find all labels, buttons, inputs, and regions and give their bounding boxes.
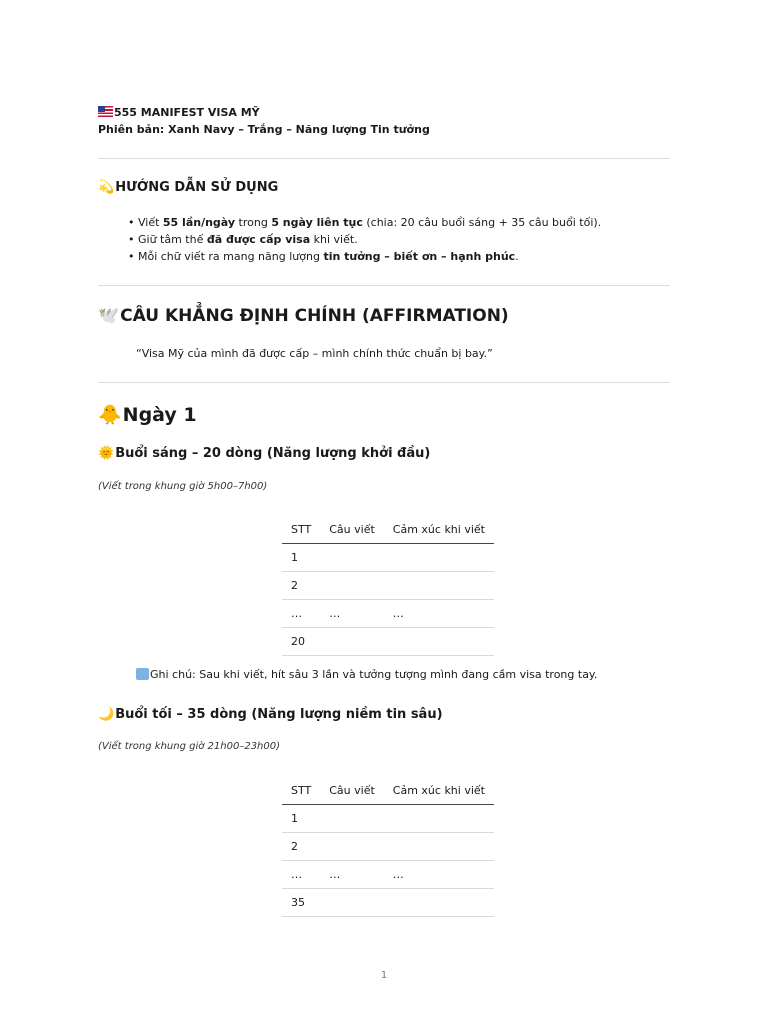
column-header: STT	[282, 515, 320, 544]
table-row	[282, 833, 494, 861]
bullet-text: • Giữ tâm thế	[128, 233, 207, 246]
bullet-text: • Viết	[128, 216, 163, 229]
bullet-text: khi viết.	[310, 233, 358, 246]
table-cell: 1	[282, 805, 320, 833]
column-header: STT	[282, 776, 320, 805]
table-row	[282, 600, 494, 628]
table-cell	[320, 628, 384, 656]
table-cell	[384, 889, 494, 917]
evening-heading-text: Buổi tối – 35 dòng (Năng lượng niềm tin sâu)	[115, 707, 443, 722]
table-cell	[384, 628, 494, 656]
crescent-moon-icon: 🌙	[98, 707, 115, 722]
page-number: 1	[380, 970, 388, 981]
bullet-bold-text: 5 ngày liên tục	[271, 216, 363, 229]
bullet-text: (chia: 20 câu buổi sáng + 35 câu buổi tối).	[362, 216, 602, 229]
dove-icon: 🕊️	[98, 306, 120, 326]
bullet-bold-text: 55 lần/ngày	[162, 216, 236, 229]
table-cell	[384, 805, 494, 833]
table-cell	[384, 544, 494, 572]
table-cell	[320, 805, 384, 833]
table-cell: …	[282, 600, 320, 628]
morning-note-text: Ghi chú: Sau khi viết, hít sâu 3 lần và tưởng tượng mình đang cầm visa trong tay.	[150, 668, 598, 681]
table-cell	[320, 544, 384, 572]
morning-note	[136, 668, 597, 681]
table-cell: …	[384, 600, 494, 628]
us-flag-icon	[98, 106, 113, 117]
document-subtitle: Phiên bản: Xanh Navy – Trắng – Năng lượng Tin tưởng	[98, 123, 430, 136]
usage-bullet	[128, 214, 601, 231]
evening-table	[282, 776, 494, 917]
table-cell	[384, 572, 494, 600]
affirmation-heading-text: CÂU KHẲNG ĐỊNH CHÍNH (AFFIRMATION)	[120, 306, 509, 326]
usage-heading-text: HƯỚNG DẪN SỬ DỤNG	[115, 180, 279, 195]
usage-bullet	[128, 231, 601, 248]
table-row	[282, 861, 494, 889]
table-row	[282, 572, 494, 600]
table-row	[282, 628, 494, 656]
morning-heading	[98, 446, 430, 461]
table-cell: 35	[282, 889, 320, 917]
bullet-bold-text: đã được cấp visa	[206, 233, 311, 246]
document-title-text: 555 MANIFEST VISA MỸ	[114, 106, 260, 119]
column-header: Cảm xúc khi viết	[384, 515, 494, 544]
table-cell	[320, 889, 384, 917]
table-row	[282, 544, 494, 572]
usage-heading	[98, 180, 278, 195]
table-cell: 1	[282, 544, 320, 572]
divider	[98, 382, 670, 383]
table-cell	[384, 833, 494, 861]
sparkles-icon: 💫	[98, 180, 115, 195]
morning-time-note: (Viết trong khung giờ 5h00–7h00)	[98, 481, 268, 492]
table-cell	[320, 833, 384, 861]
table-cell	[320, 572, 384, 600]
morning-table	[282, 515, 494, 656]
bullet-text: • Mỗi chữ viết ra mang năng lượng	[128, 250, 324, 263]
affirmation-text: “Visa Mỹ của mình đã được cấp – mình chính thức chuẩn bị bay.”	[136, 347, 493, 360]
sun-icon: 🌞	[98, 446, 115, 461]
column-header: Cảm xúc khi viết	[384, 776, 494, 805]
day-heading-text: Ngày 1	[122, 404, 197, 426]
evening-heading	[98, 707, 443, 722]
bullet-text: .	[515, 250, 519, 263]
table-cell: 2	[282, 572, 320, 600]
table-cell: 20	[282, 628, 320, 656]
table-row	[282, 889, 494, 917]
document-title	[98, 104, 670, 121]
blue-square-icon	[136, 668, 149, 680]
table-header-row	[282, 776, 494, 805]
table-cell: …	[384, 861, 494, 889]
table-cell: …	[282, 861, 320, 889]
table-cell: …	[320, 861, 384, 889]
column-header: Câu viết	[320, 776, 384, 805]
table-row	[282, 805, 494, 833]
divider	[98, 158, 670, 159]
affirmation-heading	[98, 306, 509, 326]
evening-time-note: (Viết trong khung giờ 21h00–23h00)	[98, 741, 281, 752]
document-header	[98, 104, 670, 138]
table-cell: …	[320, 600, 384, 628]
chick-icon: 🐥	[98, 404, 122, 426]
bullet-text: trong	[235, 216, 272, 229]
column-header: Câu viết	[320, 515, 384, 544]
bullet-bold-text: tin tưởng – biết ơn – hạnh phúc	[323, 250, 516, 263]
usage-bullet-list	[128, 214, 601, 265]
table-header-row	[282, 515, 494, 544]
morning-heading-text: Buổi sáng – 20 dòng (Năng lượng khởi đầu)	[115, 446, 431, 461]
table-cell: 2	[282, 833, 320, 861]
divider	[98, 285, 670, 286]
day-heading	[98, 403, 197, 426]
usage-bullet	[128, 248, 601, 265]
